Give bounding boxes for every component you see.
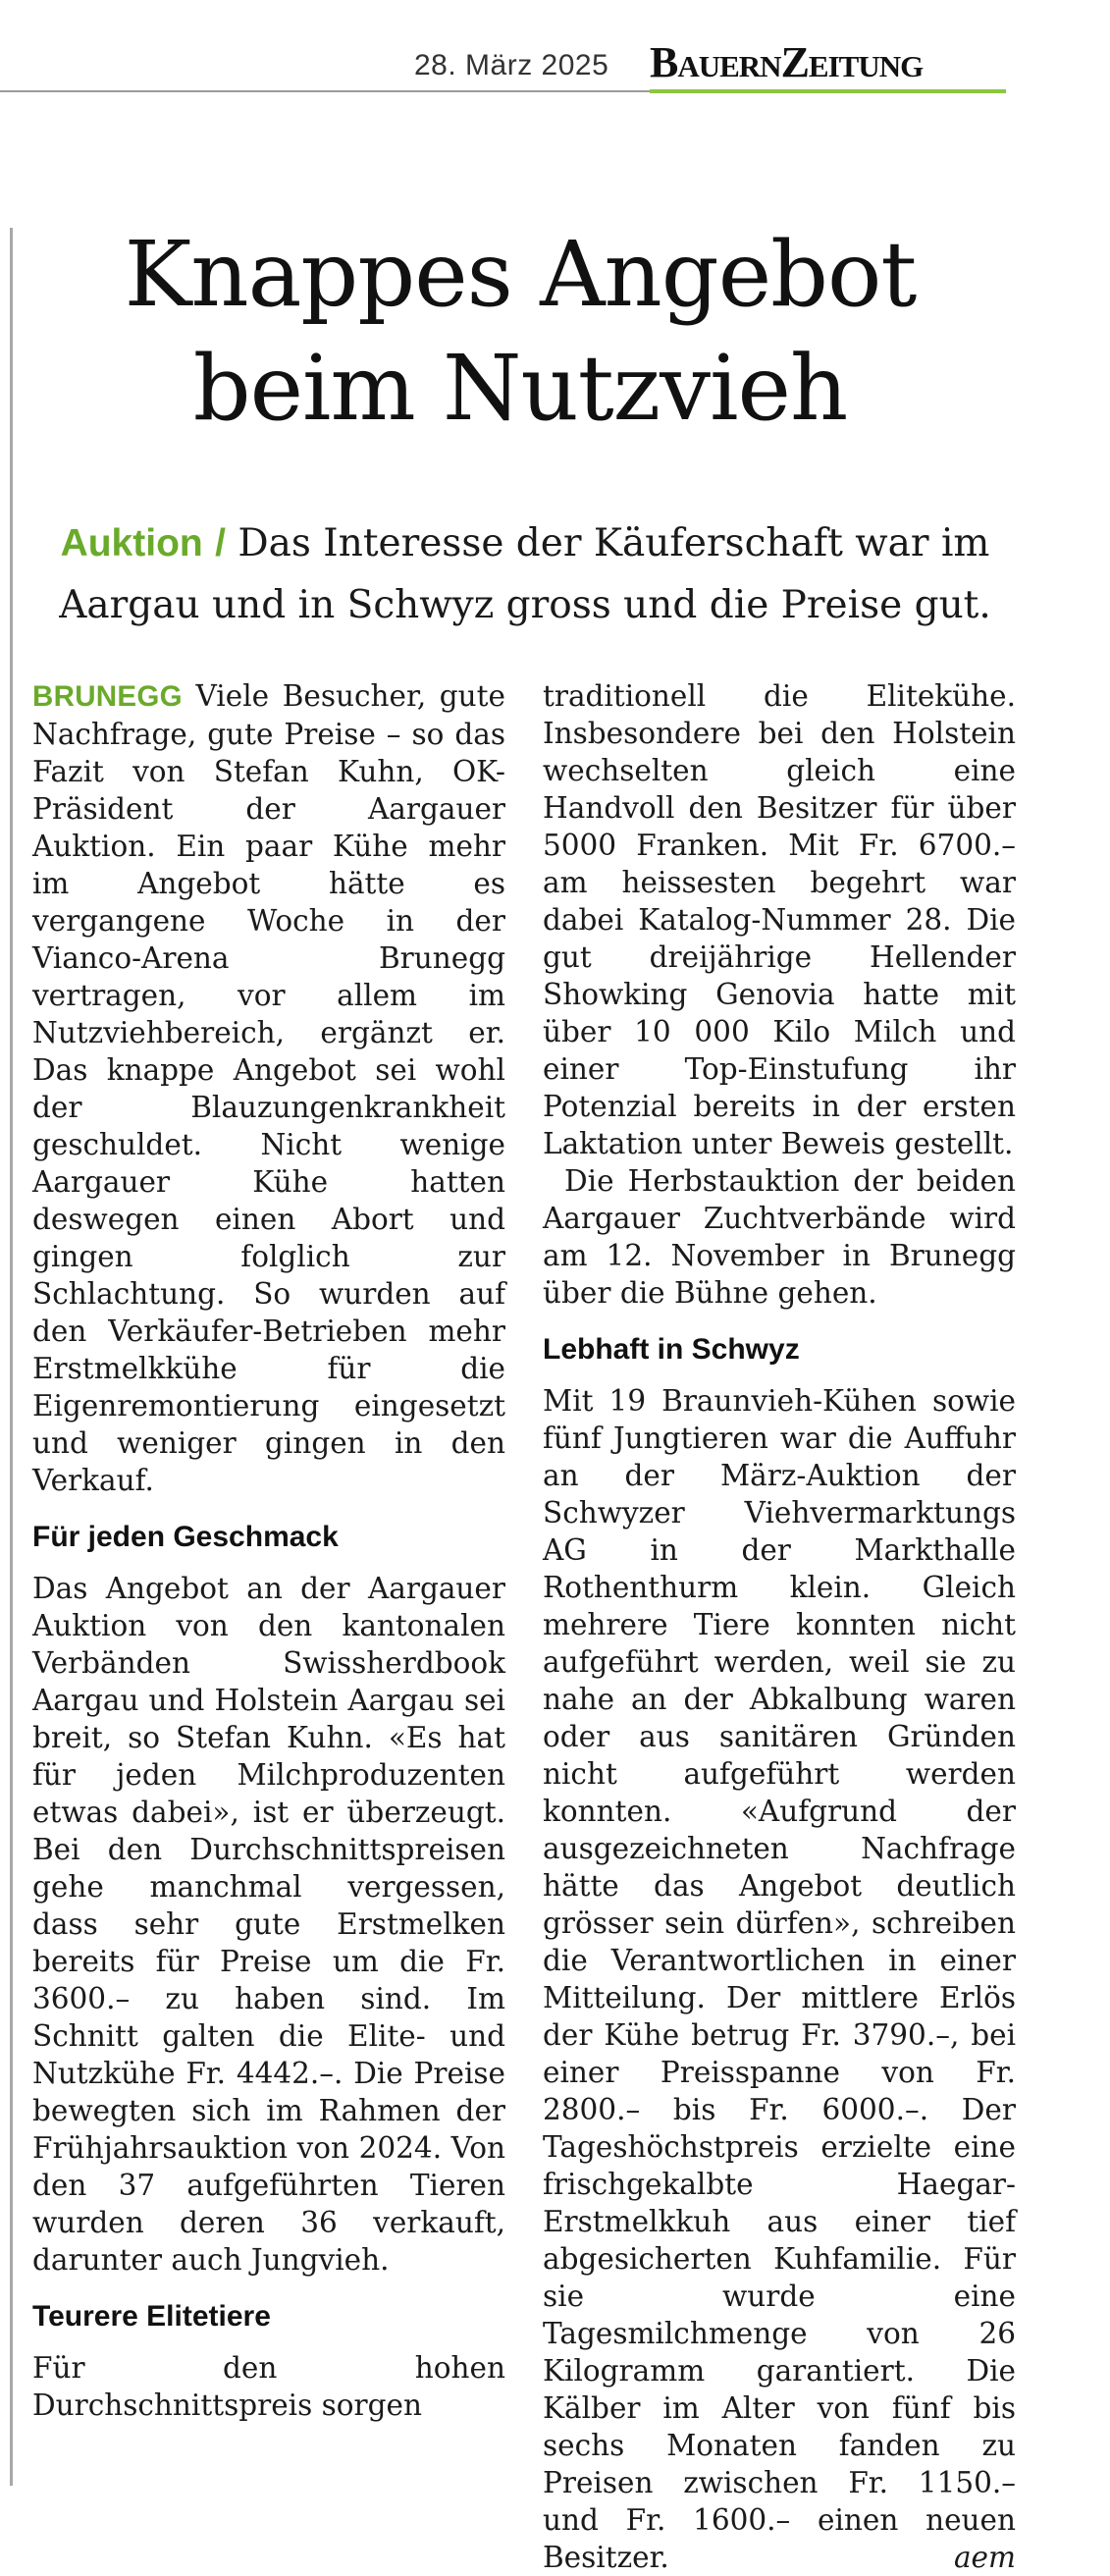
paragraph-1-text: Viele Besucher, gute Nachfrage, gute Preise – so das Fazit von Stefan Kuhn, OK-Präsident der Aargauer Auktion. Ein paar Kühe mehr im Angebot hätte es vergangene Woche in der Vianco-Arena Brunegg vertragen, vor allem im Nutzviehbereich, ergänzt er. Das knappe Angebot sei wohl der Blauzungenkrankheit geschuldet. Nicht wenige Aargauer Kühe hatten deswegen einen Abort und gingen folglich zur Schlachtung. So wurden auf den Verkäufer-Betrieben mehr Erstmelkkühe für die Eigenremontierung eingesetzt und weniger gingen in den Verkauf. xyxy=(32,679,505,1497)
lead-text: Das Interesse der Käuferschaft war im Aargau und in Schwyz gross und die Preise gut. xyxy=(59,521,991,627)
article-headline xyxy=(59,218,981,446)
headline-line-1: Knappes Angebot xyxy=(124,222,917,327)
paragraph-2: Das Angebot an der Aargauer Auktion von den kantonalen Verbänden Swissherdbook Aargau und Holstein Aargau sei breit, so Stefan Kuhn. «Es hat für jeden Milchproduzenten etwas dabei», ist er überzeugt. Bei den Durchschnittspreisen gehe manchmal vergessen, dass sehr gute Erstmelken bereits für Preise um die Fr. 3600.– zu haben sind. Im Schnitt galten die Elite- und Nutzkühe Fr. 4442.–. Die Preise bewegten sich im Rahmen der Frühjahrsauktion von 2024. Von den 37 aufgeführten Tieren wurden deren 36 verkauft, darunter auch Jungvieh. xyxy=(32,1572,505,2277)
newspaper-logo: BauernZeitung xyxy=(650,38,924,86)
paragraph-1 xyxy=(32,677,505,1499)
article-side-rule xyxy=(10,228,13,2486)
article-column-left xyxy=(32,677,505,2424)
article-lead xyxy=(39,512,1011,636)
subheading-teurere-elitetiere: Teurere Elitetiere xyxy=(32,2300,271,2333)
lead-kicker: Auktion xyxy=(60,522,203,564)
headline-line-2: beim Nutzvieh xyxy=(192,336,848,441)
paragraph-3-continued: traditionell die Elitekühe. Insbesondere bei den Holstein wechselten gleich eine Handvoll den Besitzer für über 5000 Franken. Mit Fr. 6700.– am heissesten begehrt war dabei Katalog-Nummer 28. Die gut dreijährige Hellender Showking Genovia hatte mit über 10 000 Kilo Milch und einer Top-Einstufung ihr Potenzial bereits in der ersten Laktation unter Beweis gestellt. xyxy=(543,679,1016,1160)
dateline: BRUNEGG xyxy=(32,680,183,713)
paragraph-5 xyxy=(543,1382,1016,2576)
subheading-lebhaft-in-schwyz: Lebhaft in Schwyz xyxy=(543,1333,800,1366)
subheading-fuer-jeden-geschmack: Für jeden Geschmack xyxy=(32,1521,339,1553)
paragraph-4: Die Herbstauktion der beiden Aargauer Zuchtverbände wird am 12. November in Brunegg über die Bühne gehen. xyxy=(543,1164,1016,1310)
header-accent-rule xyxy=(650,89,1006,93)
issue-date: 28. März 2025 xyxy=(414,49,609,81)
article-column-right xyxy=(543,677,1016,2576)
paragraph-5-text: Mit 19 Braunvieh-Kühen sowie fünf Jungtieren war die Auffuhr an der März-Auktion der Schwyzer Viehvermarktungs AG in der Markthalle Rothenthurm klein. Gleich mehrere Tiere konnten nicht aufgeführt werden, weil sie zu nahe an der Abkalbung waren oder aus sanitären Gründen nicht aufgeführt werden konnten. «Aufgrund der ausgezeichneten Nachfrage hätte das Angebot deutlich grösser sein dürfen», schreiben die Verantwortlichen in einer Mitteilung. Der mittlere Erlös der Kühe betrug Fr. 3790.–, bei einer Preisspanne von Fr. 2800.– bis Fr. 6000.–. Der Tageshöchstpreis erzielte eine frischgekalbte Haegar-Erstmelkkuh aus einer tief abgesicherten Kuhfamilie. Für sie wurde eine Tagesmilchmenge von 26 Kilogramm garantiert. Die Kälber im Alter von fünf bis sechs Monaten fanden zu Preisen zwischen Fr. 1150.– und Fr. 1600.– einen neuen Besitzer. xyxy=(543,1384,1016,2574)
lead-kicker-separator: / xyxy=(215,522,226,564)
paragraph-3: Für den hohen Durchschnittspreis sorgen xyxy=(32,2351,505,2422)
author-signature: aem xyxy=(953,2541,1016,2574)
